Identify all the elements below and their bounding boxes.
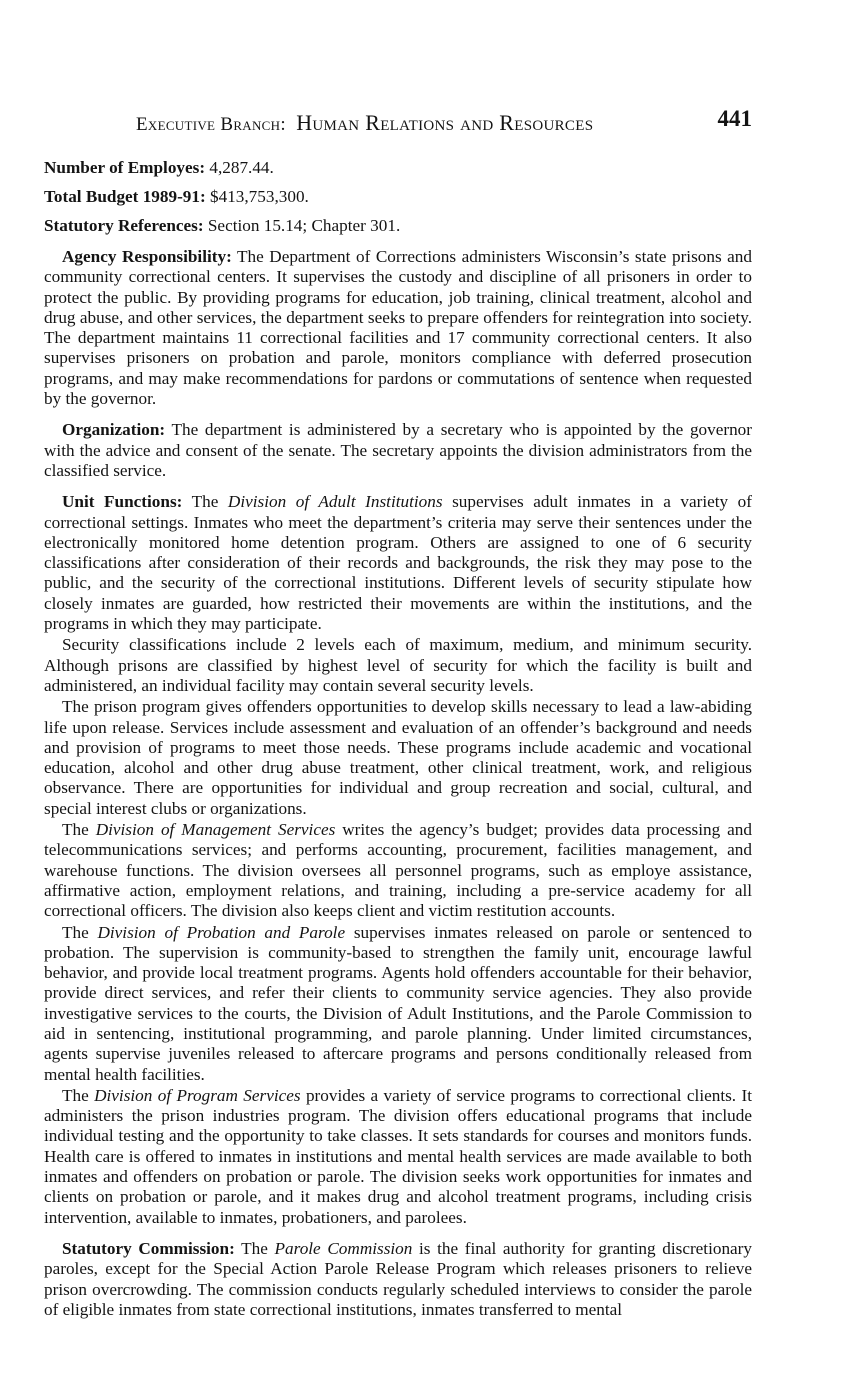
header-branch: Executive Branch: xyxy=(136,114,286,135)
running-head xyxy=(44,104,752,138)
paragraph-lead: The xyxy=(62,820,96,840)
paragraph-text: The department is administered by a secretary who is appointed by the governor with the advice and consent of the senate. The secretary appoints the division administrators from the classified service. xyxy=(44,420,752,480)
fact-label: Number of Employes: xyxy=(44,158,206,177)
fact-label: Total Budget 1989-91: xyxy=(44,187,206,206)
paragraph-text: is the final authority for granting discretionary paroles, except for the Special Action Parole Release Program which releases prisoners to relieve prison overcrowding. The commission conducts regularly scheduled interviews to consider the parole of eligible inmates from state correctional institutions, inmates transferred to mental xyxy=(44,1238,752,1319)
paragraph-label: Statutory Commission: xyxy=(62,1238,235,1258)
paragraph-text: The Department of Corrections administers Wisconsin’s state prisons and community correctional centers. It supervises the custody and discipline of all prisoners in order to protect the public. By providing programs for education, job training, clinical treatment, alcohol and drug abuse, and other services, the department seeks to prepare offenders for reintegration into society. The department maintains 11 correctional facilities and 17 community correctional centers. It also supervises prisoners on probation and parole, monitors compliance with deferred prosecution programs, and may make recommendations for pardons or commutations of sentence when requested by the governor. xyxy=(44,247,752,409)
fact-value: Section 15.14; Chapter 301. xyxy=(203,216,401,235)
paragraph-lead: The xyxy=(62,922,98,942)
management-services-paragraph xyxy=(44,820,752,921)
fact-value: $413,753,300. xyxy=(205,187,309,206)
fact-budget xyxy=(44,187,752,207)
paragraph-text: supervises adult inmates in a variety of correctional settings. Inmates who meet the department’s criteria may serve their sentences under the electronically monitored home detention program. Others are assigned to one of 6 security classifications after consideration of their records and backgrounds, the risk they may pose to the public, and the security of the correctional institutions. Different levels of security stipulate how closely inmates are guarded, how restricted their movements are within the institutions, and the programs in which they may participate. xyxy=(44,492,752,634)
unit-functions-paragraph xyxy=(44,492,752,634)
fact-label: Statutory References: xyxy=(44,216,204,235)
division-name: Division of Adult Institutions xyxy=(227,492,443,512)
paragraph-label: Organization: xyxy=(62,420,166,440)
statutory-commission-paragraph xyxy=(44,1239,752,1320)
document-page xyxy=(44,104,752,1321)
fact-employes xyxy=(44,158,752,178)
paragraph-label: Agency Responsibility: xyxy=(62,247,232,266)
paragraph-lead: The xyxy=(234,1238,275,1258)
fact-statutory-references xyxy=(44,216,752,236)
paragraph-label: Unit Functions: xyxy=(62,492,183,512)
organization-paragraph xyxy=(44,420,752,481)
commission-name: Parole Commission xyxy=(274,1238,413,1258)
division-name: Division of Program Services xyxy=(94,1085,301,1105)
paragraph-text: supervises inmates released on parole or sentenced to probation. The supervision is community-based to strengthen the family unit, encourage lawful behavior, and provide local treatment programs. Agents hold offenders accountable for their behavior, provide direct services, and refer their clients to community service agencies. They also provide investigative services to the courts, the Division of Adult Institutions, and the Parole Commission to aid in sentencing, institutional programming, and parole planning. Under limited circumstances, agents supervise juveniles released to aftercare programs and persons conditionally released from mental health facilities. xyxy=(44,922,752,1084)
paragraph-text: writes the agency’s budget; provides data processing and telecommunications services; and performs accounting, procurement, facilities management, and warehouse functions. The division oversees all personnel programs, such as employe assistance, affirmative action, employment relations, and training, including a pre-service academy for all correctional officers. The division also keeps client and victim restitution accounts. xyxy=(44,820,752,921)
prison-program-paragraph: The prison program gives offenders opportunities to develop skills necessary to lead a law-abiding life upon release. Services include assessment and evaluation of an offender’s background and needs and provision of programs to meet those needs. These programs include academic and vocational education, alcohol and other drug abuse treatment, other clinical treatment, work, and religious observance. There are opportunities for individual and group recreation and social, cultural, and special interest clubs or organizations. xyxy=(44,697,752,818)
security-classifications-paragraph: Security classifications include 2 levels each of maximum, medium, and minimum security. Although prisons are classified by highest level of security for which the facility is built and administered, an individual facility may contain several security levels. xyxy=(44,635,752,695)
section-heading xyxy=(136,110,593,136)
header-section: Human Relations and Resources xyxy=(296,110,594,135)
agency-responsibility-paragraph xyxy=(44,247,752,409)
probation-parole-paragraph xyxy=(44,923,752,1085)
paragraph-text: provides a variety of service programs to correctional clients. It administers the prison industries program. The division offers educational programs that include individual testing and the opportunity to take classes. It sets standards for courses and monitors funds. Health care is offered to inmates in institutions and mental health services are made available to both inmates and offenders on probation or parole. The division seeks work opportunities for inmates and clients on probation or parole, and it makes drug and alcohol treatment programs, including crisis intervention, available to inmates, probationers, and parolees. xyxy=(44,1085,752,1227)
division-name: Division of Management Services xyxy=(95,820,336,840)
page-number: 441 xyxy=(717,106,752,131)
division-name: Division of Probation and Parole xyxy=(97,922,346,942)
program-services-paragraph xyxy=(44,1086,752,1228)
paragraph-lead: The xyxy=(182,492,228,512)
paragraph-lead: The xyxy=(62,1085,95,1105)
fact-value: 4,287.44. xyxy=(205,158,274,177)
